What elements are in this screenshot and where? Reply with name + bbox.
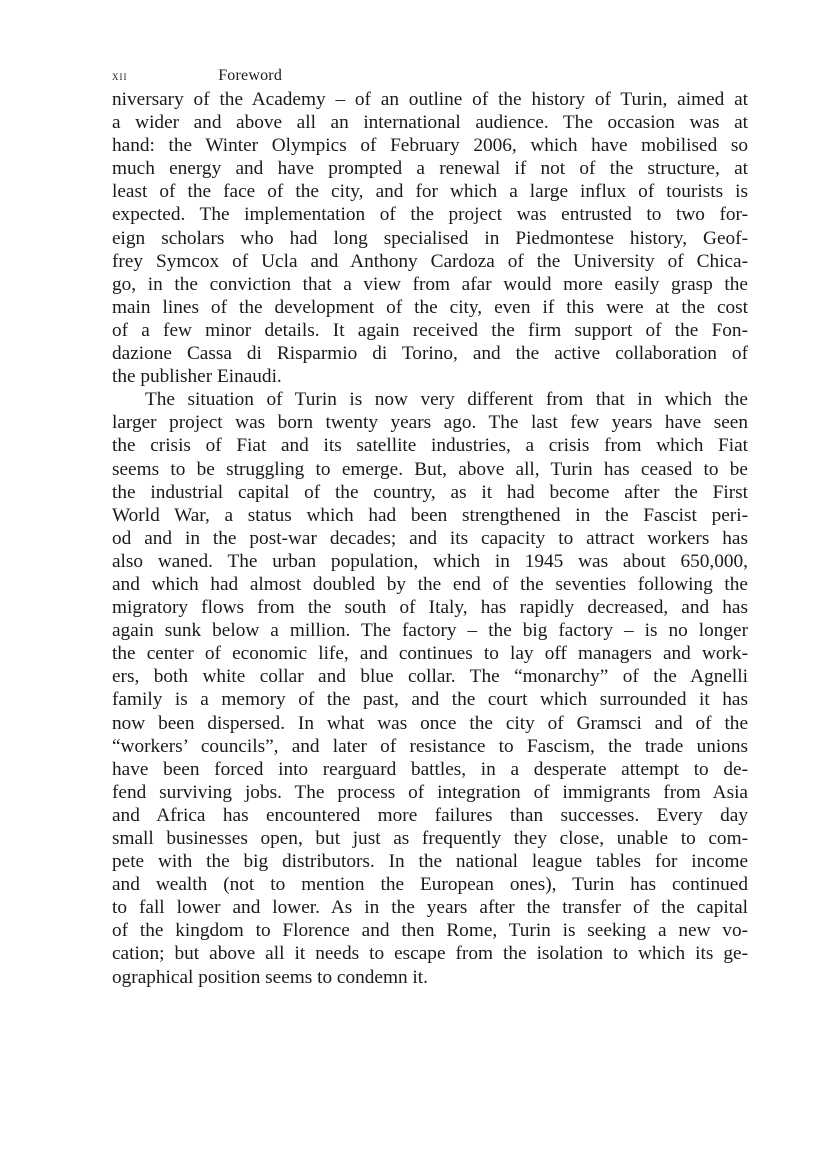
text-line: and which had almost doubled by the end of the seventies following the [112,573,748,595]
section-title: Foreword [218,67,283,84]
text-line: World War, a status which had been strengthened in the Fascist peri- [112,504,748,526]
text-line: the crisis of Fiat and its satellite industries, a crisis from which Fiat [112,435,748,457]
text-line: of a few minor details. It again received the firm support of the Fon- [112,319,748,341]
text-line: eign scholars who had long specialised in Piedmontese history, Geof- [112,227,748,249]
text-line: main lines of the development of the city, even if this were at the cost [112,296,748,318]
text-line: a wider and above all an international audience. The occasion was at [112,112,748,134]
text-line: dazione Cassa di Risparmio di Torino, and the active collaboration of [112,343,748,365]
text-line: again sunk below a million. The factory – the big factory – is no longer [112,620,748,642]
page-number: xii [112,68,128,83]
text-line: to fall lower and lower. As in the years after the transfer of the capital [112,897,748,919]
text-line: small businesses open, but just as frequently they close, unable to com- [112,828,748,849]
text-line: “workers’ councils”, and later of resistance to Fascism, the trade unions [112,735,748,757]
text-line: of the kingdom to Florence and then Rome, Turin is seeking a new vo- [112,920,748,942]
text-line: migratory flows from the south of Italy, has rapidly decreased, and has [112,597,748,619]
text-line: niversary of the Academy – of an outline of the history of Turin, aimed at [112,89,748,110]
text-line: have been forced into rearguard battles, in a desperate attempt to de- [112,758,748,780]
text-line: go, in the conviction that a view from afar would more easily grasp the [112,273,748,295]
text-line: seems to be struggling to emerge. But, above all, Turin has ceased to be [112,458,748,480]
book-page [112,64,748,989]
text-line: pete with the big distributors. In the national league tables for income [112,851,748,873]
text-line: now been dispersed. In what was once the city of Gramsci and of the [112,712,748,734]
text-line: and wealth (not to mention the European ones), Turin has continued [112,874,748,896]
text-line: and Africa has encountered more failures than successes. Every day [112,804,748,826]
text-line: family is a memory of the past, and the court which surrounded it has [112,689,748,711]
text-line: fend surviving jobs. The process of integration of immigrants from Asia [112,781,748,803]
body-text [112,88,748,989]
text-line: ographical position seems to condemn it. [112,966,428,988]
running-head [112,64,748,88]
text-line: much energy and have prompted a renewal if not of the structure, at [112,158,748,180]
text-line: larger project was born twenty years ago. The last few years have seen [112,412,748,434]
paragraph [112,388,748,988]
text-line: the industrial capital of the country, as it had become after the First [112,481,748,503]
text-line: least of the face of the city, and for which a large influx of tourists is [112,181,748,203]
text-line: also waned. The urban population, which in 1945 was about 650,000, [112,550,748,572]
text-line: ers, both white collar and blue collar. The “monarchy” of the Agnelli [112,666,748,688]
text-line: the center of economic life, and continues to lay off managers and work- [112,643,748,665]
text-line: The situation of Turin is now very different from that in which the [145,389,748,411]
text-line: the publisher Einaudi. [112,366,282,388]
text-line: od and in the post-war decades; and its capacity to attract workers has [112,527,748,549]
text-line: cation; but above all it needs to escape from the isolation to which its ge- [112,943,748,965]
text-line: hand: the Winter Olympics of February 2006, which have mobilised so [112,135,748,157]
text-line: frey Symcox of Ucla and Anthony Cardoza of the University of Chica- [112,250,748,272]
text-line: expected. The implementation of the project was entrusted to two for- [112,204,748,226]
paragraph [112,88,748,388]
